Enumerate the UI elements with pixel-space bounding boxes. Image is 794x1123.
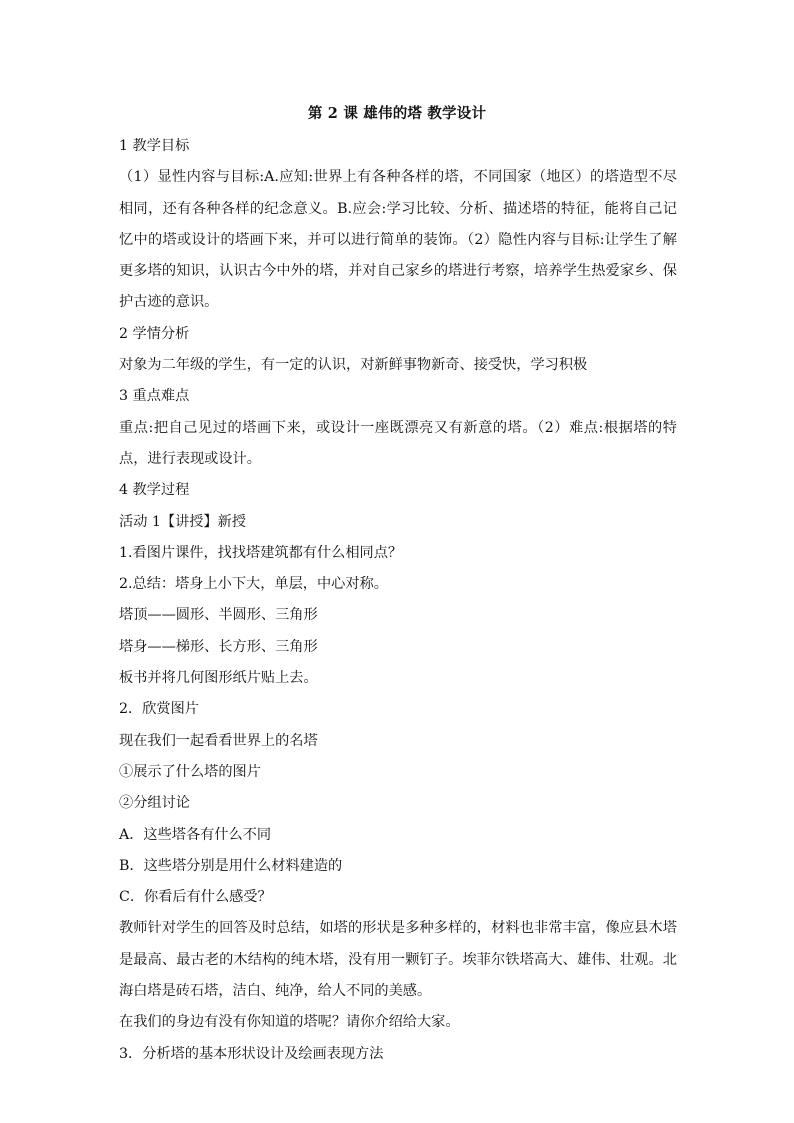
discussion-question: C．你看后有什么感受？ xyxy=(119,889,272,906)
process-step: 1.看图片课件，找找塔建筑都有什么相同点？ xyxy=(119,544,403,561)
process-step: 3．分析塔的基本形状设计及绘画表现方法 xyxy=(119,1045,384,1062)
document-body xyxy=(119,131,677,1070)
section-heading-teaching-process: 4 教学过程 xyxy=(119,482,190,499)
process-line: 塔顶——圆形、半圆形、三角形 xyxy=(119,607,318,624)
section-heading-key-points: 3 重点难点 xyxy=(119,388,190,405)
process-line: ①展示了什么塔的图片 xyxy=(119,763,261,780)
student-analysis-paragraph: 对象为二年级的学生，有一定的认识，对新鲜事物新奇、接受快，学习积极 xyxy=(119,357,588,374)
process-line: 在我们的身边有没有你知道的塔呢？请你介绍给大家。 xyxy=(119,1014,460,1031)
process-line: ②分组讨论 xyxy=(119,795,190,812)
summary-paragraph: 教师针对学生的回答及时总结，如塔的形状是多种多样的，材料也非常丰富，像应县木塔是最高、最古老的木结构的纯木塔，没有用一颗钉子。埃菲尔铁塔高大、雄伟、壮观。北海白塔是砖石塔，洁白、纯净，给人不同的美感。 xyxy=(119,920,677,1000)
key-points-paragraph: 重点:把自己见过的塔画下来，或设计一座既漂亮又有新意的塔。（2）难点:根据塔的特点，进行表现或设计。 xyxy=(119,419,677,467)
discussion-question: B．这些塔分别是用什么材料建造的 xyxy=(119,857,343,874)
discussion-question: A．这些塔各有什么不同 xyxy=(119,826,272,843)
process-line: 板书并将几何图形纸片贴上去。 xyxy=(119,670,318,687)
process-line: 塔身——梯形、长方形、三角形 xyxy=(119,638,318,655)
process-step: 2．欣赏图片 xyxy=(119,701,199,718)
section-heading-objectives: 1 教学目标 xyxy=(119,138,190,154)
document-title: 第 2 课 雄伟的塔 教学设计 xyxy=(307,105,487,122)
activity-heading: 活动 1【讲授】新授 xyxy=(119,513,247,530)
process-line: 现在我们一起看看世界上的名塔 xyxy=(119,732,318,749)
section-heading-student-analysis: 2 学情分析 xyxy=(119,325,190,342)
objectives-paragraph: （1）显性内容与目标:A.应知:世界上有各种各样的塔，不同国家（地区）的塔造型不尽相同，还有各种各样的纪念意义。B.应会:学习比较、分析、描述塔的特征，能将自己记忆中的塔或设计的塔画下来，并可以进行简单的装饰。（2）隐性内容与目标:让学生了解更多塔的知识，认识古今中外的塔，并对自己家乡的塔进行考察，培养学生热爱家乡、保护古迹的意识。 xyxy=(119,169,677,311)
process-step: 2.总结：塔身上小下大，单层，中心对称。 xyxy=(119,576,388,593)
